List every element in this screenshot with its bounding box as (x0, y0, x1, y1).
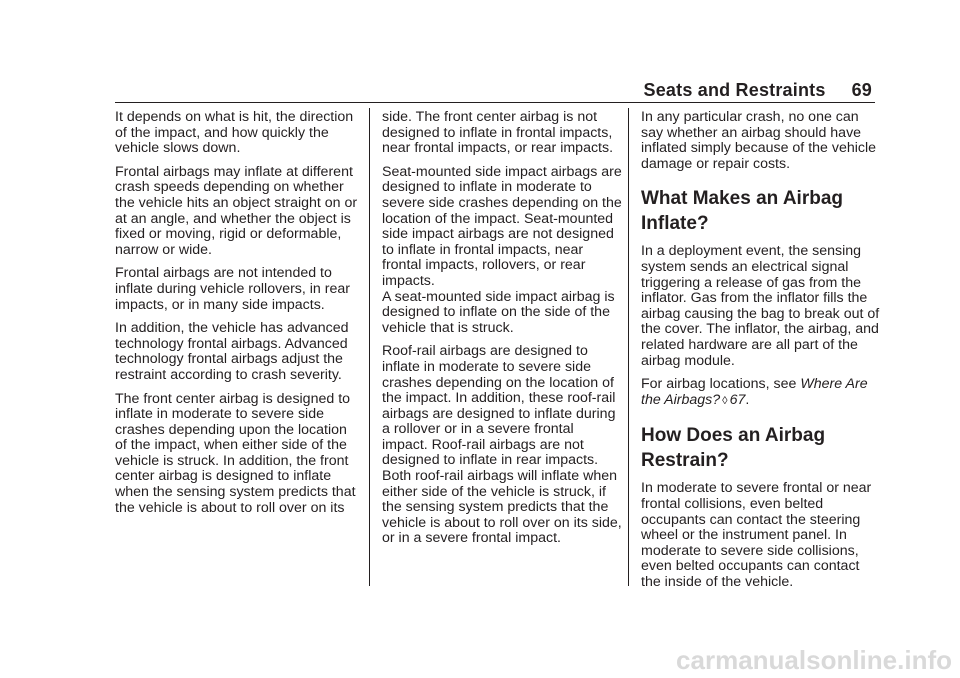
paragraph: Frontal airbags may inflate at different crash speeds depending on whether the vehicle hits an object straight on or at an angle, and whether the object is fixed or moving, rigid or deformable, narrow or wide. (115, 163, 358, 258)
page-header (644, 80, 873, 101)
column-3 (641, 110, 881, 598)
watermark: carmanualsonline.info (676, 645, 952, 675)
link-text: Where Are the Airbags? (641, 376, 868, 408)
paragraph: A seat-mounted side impact airbag is designed to inflate on the side of the vehicle that is struck. (382, 288, 615, 336)
paragraph: In a deployment event, the sensing system sends an electrical signal triggering a release of gas from the inflator. Gas from the inflator fills the airbag causing the bag to break out of the cover. The inflator, the airbag, and related hardware are all part of the airbag module. (641, 243, 880, 369)
paragraph: Seat-mounted side impact airbags are designed to inflate in moderate to severe side crashes depending on the location of the impact. Seat-mounted side impact airbags are not designed to inflate in frontal impacts, near frontal impacts, rollovers, or rear impacts. (382, 163, 622, 289)
paragraph: Frontal airbags are not intended to inflate during vehicle rollovers, in rear impacts, or in many side impacts. (115, 265, 350, 313)
section-heading: How Does an Airbag Restrain? (641, 425, 826, 472)
header-rule (115, 102, 875, 103)
column-divider (369, 108, 370, 586)
column-2 (382, 110, 622, 555)
link-page: 67 (729, 391, 746, 408)
page-number: 69 (851, 80, 872, 100)
paragraph: Roof-rail airbags are designed to inflate in moderate to severe side crashes depending on the location of the impact. In addition, these roof-rail airbags are designed to inflate during a rollover or in a severe frontal impact. Roof-rail airbags are not designed to inflate in rear impacts. Both roof-rail airbags will inflate when either side of the vehicle is struck, if the sensing system predicts that the vehicle is about to roll over on its side, or in a severe frontal impact. (382, 343, 622, 547)
paragraph: In addition, the vehicle has advanced technology frontal airbags. Advanced technology frontal airbags adjust the restraint according to crash severity. (115, 320, 349, 383)
paragraph: In any particular crash, no one can say whether an airbag should have inflated simply because of the vehicle damage or repair costs. (641, 109, 877, 172)
column-divider (628, 108, 629, 586)
paragraph: In moderate to severe frontal or near frontal collisions, even belted occupants can contact the steering wheel or the instrument panel. In moderate to severe side collisions, even belted occupants can contact the inside of the vehicle. (641, 480, 872, 590)
section-title: Seats and Restraints (643, 80, 826, 100)
paragraph: The front center airbag is designed to inflate in moderate to severe side crashes depending upon the location of the impact, when either side of the vehicle is struck. In addition, the front center airbag is designed to inflate when the sensing system predicts that the vehicle is about to roll over on its (115, 390, 356, 516)
paragraph: side. The front center airbag is not designed to inflate in frontal impacts, near frontal impacts, or rear impacts. (382, 109, 614, 157)
page-reference-icon: ◊ (722, 394, 728, 407)
section-heading: What Makes an Airbag Inflate? (641, 188, 844, 235)
paragraph-airbag-locations (641, 377, 881, 409)
paragraph: It depends on what is hit, the direction of the impact, and how quickly the vehicle slows down. (115, 109, 354, 157)
text: . (745, 391, 750, 408)
column-1 (115, 110, 360, 524)
text: For airbag locations, see (641, 376, 801, 393)
